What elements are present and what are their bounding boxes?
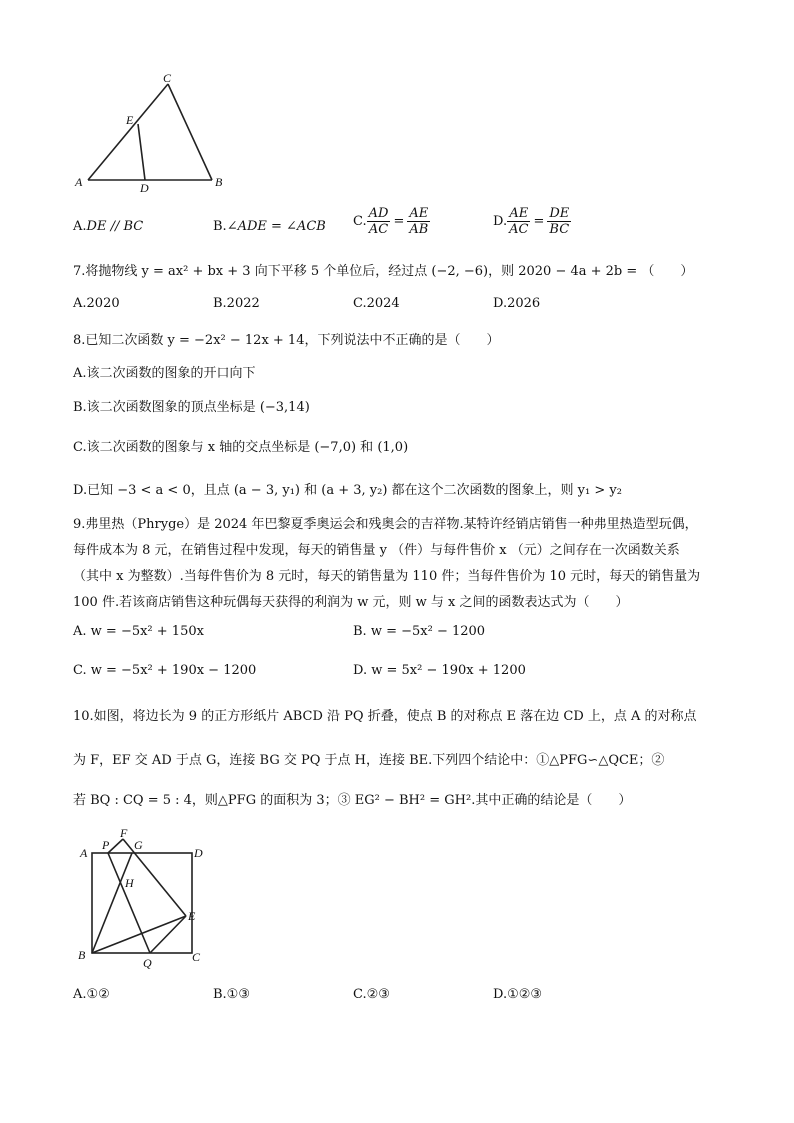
fig2-label-p: P bbox=[102, 838, 110, 852]
q6-option-d: D. $\frac{AE}{AC}$ = $\frac{DE}{BC}$ bbox=[493, 206, 570, 237]
q10-stem-line-3: 若 BQ : CQ = 5 : 4，则△PFG 的面积为 3；③ EG² − BH² = GH².其中正确的结论是（ ） bbox=[73, 793, 632, 808]
label-a: A bbox=[75, 175, 83, 189]
q9-option-b: B. w = −5x² − 1200 bbox=[353, 624, 486, 639]
label-e: E bbox=[126, 113, 134, 127]
q8-stem: 8.已知二次函数 y = −2x² − 12x + 14，下列说法中不正确的是（ ） bbox=[73, 333, 500, 348]
q10-option-d: D.①②③ bbox=[493, 987, 543, 1002]
q8-option-d: D.已知 −3 < a < 0，且点 (a − 3, y₁) 和 (a + 3, y₂) 都在这个二次函数的图象上，则 y₁ > y₂ bbox=[73, 483, 622, 498]
q9-option-a: A. w = −5x² + 150x bbox=[73, 624, 204, 639]
q6-option-a: A.DE // BC bbox=[73, 219, 144, 234]
q8-option-b: B.该二次函数图象的顶点坐标是 (−3,14) bbox=[73, 400, 310, 415]
q9-stem-line-1: 9.弗里热（Phryge）是 2024 年巴黎夏季奥运会和残奥会的吉祥物.某特许经销店销售一种弗里热造型玩偶， bbox=[73, 517, 698, 532]
q9-stem-line-2: 每件成本为 8 元，在销售过程中发现，每天的销售量 y （件）与每件售价 x （元）之间存在一次函数关系 bbox=[73, 543, 680, 558]
fig2-label-e: E bbox=[188, 909, 196, 923]
fig2-label-a: A bbox=[80, 846, 88, 860]
folded-square-figure bbox=[70, 825, 220, 975]
q9-stem-line-4: 100 件.若该商店销售这种玩偶每天获得的利润为 w 元，则 w 与 x 之间的函数表达式为（ ） bbox=[73, 595, 629, 610]
q9-option-c: C. w = −5x² + 190x − 1200 bbox=[73, 663, 257, 678]
q7-option-b: B.2022 bbox=[213, 296, 260, 311]
label-d: D bbox=[140, 181, 149, 195]
q10-option-c: C.②③ bbox=[353, 987, 390, 1002]
fig2-label-q: Q bbox=[143, 956, 152, 970]
label-b: B bbox=[215, 175, 223, 189]
q9-stem-line-3: （其中 x 为整数）.当每件售价为 8 元时，每天的销售量为 110 件；当每件售价为 10 元时，每天的销售量为 bbox=[73, 569, 701, 584]
q7-stem: 7.将抛物线 y = ax² + bx + 3 向下平移 5 个单位后，经过点 (−2, −6)，则 2020 − 4a + 2b = （ ） bbox=[73, 264, 694, 279]
q7-option-a: A.2020 bbox=[73, 296, 120, 311]
q7-option-c: C.2024 bbox=[353, 296, 400, 311]
q10-option-b: B.①③ bbox=[213, 987, 250, 1002]
fig2-label-b: B bbox=[78, 948, 86, 962]
fig2-label-h: H bbox=[125, 876, 134, 890]
q6-option-b: B.∠ADE = ∠ACB bbox=[213, 219, 326, 234]
q10-option-a: A.①② bbox=[73, 987, 110, 1002]
fig2-label-g: G bbox=[134, 838, 143, 852]
q8-option-a: A.该二次函数的图象的开口向下 bbox=[73, 366, 256, 381]
q7-option-d: D.2026 bbox=[493, 296, 541, 311]
q9-option-d: D. w = 5x² − 190x + 1200 bbox=[353, 663, 526, 678]
q10-stem-line-2: 为 F，EF 交 AD 于点 G，连接 BG 交 PQ 于点 H，连接 BE.下列四个结论中：①△PFG∽△QCE；② bbox=[73, 753, 665, 768]
label-c: C bbox=[163, 71, 172, 85]
triangle-figure bbox=[70, 70, 240, 195]
fig2-label-d: D bbox=[194, 846, 203, 860]
fig2-label-c: C bbox=[192, 950, 201, 964]
q8-option-c: C.该二次函数的图象与 x 轴的交点坐标是 (−7,0) 和 (1,0) bbox=[73, 440, 409, 455]
fig2-label-f: F bbox=[120, 826, 128, 840]
q6-option-c: C. $\frac{AD}{AC}$ = $\frac{AE}{AB}$ bbox=[353, 206, 429, 237]
q10-stem-line-1: 10.如图，将边长为 9 的正方形纸片 ABCD 沿 PQ 折叠，使点 B 的对称点 E 落在边 CD 上，点 A 的对称点 bbox=[73, 709, 697, 724]
